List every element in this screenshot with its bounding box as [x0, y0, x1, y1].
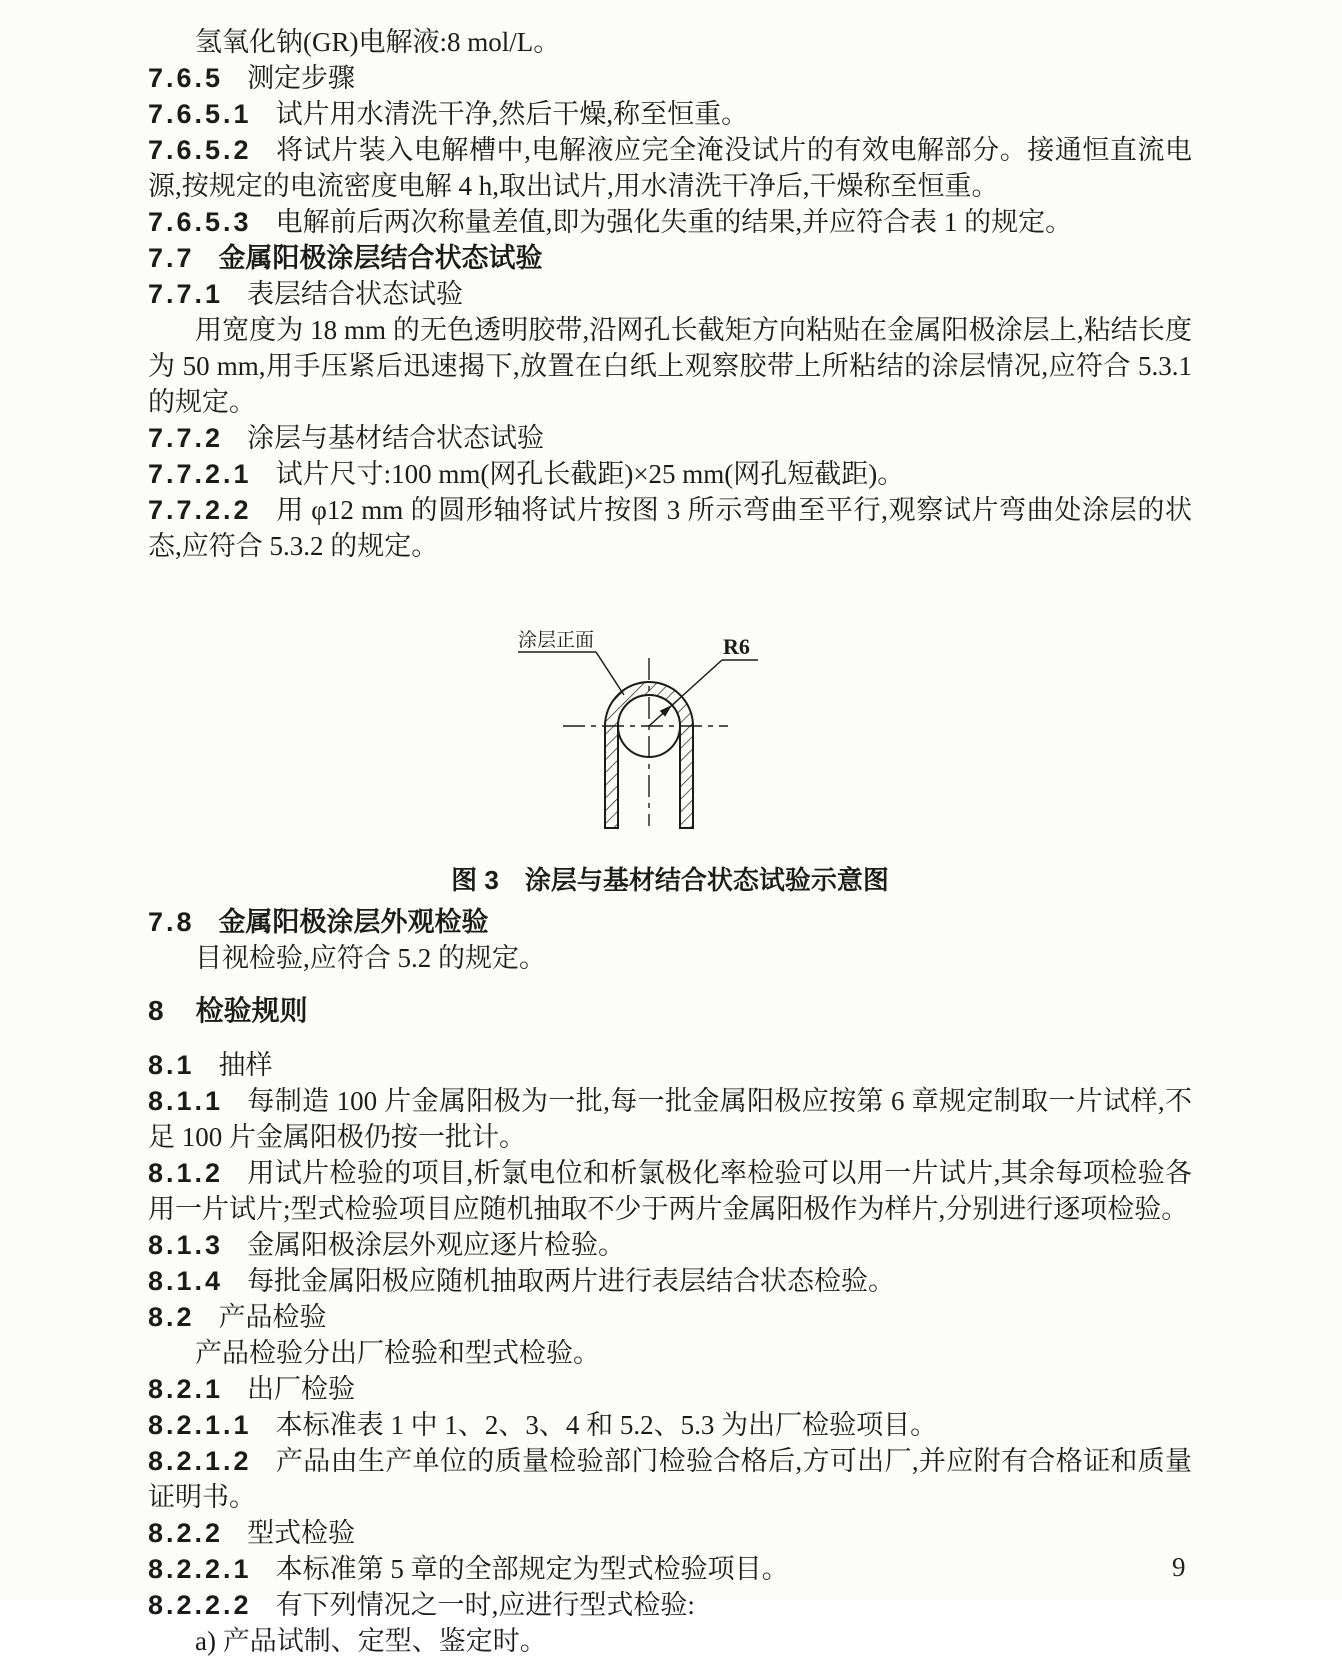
clause-number: 7.7.2.1 — [148, 459, 252, 489]
clause-number: 8.2 — [148, 1302, 195, 1332]
clause-7.7.2 — [148, 420, 1192, 456]
clause-7.7.1 — [148, 276, 1192, 312]
clause-number: 8.2.2.1 — [148, 1554, 252, 1584]
clause-number: 7.6.5.2 — [148, 135, 252, 165]
document-content — [148, 24, 1192, 1659]
clause-text: 金属阳极涂层外观应逐片检验。 — [247, 1230, 626, 1260]
bend-test-diagram — [460, 612, 900, 852]
clause-7.8 — [148, 904, 1192, 940]
clause-number: 8.1.4 — [148, 1266, 224, 1296]
clause-number: 8.2.2.2 — [148, 1590, 252, 1620]
clause-number: 8.2.1.1 — [148, 1410, 252, 1440]
clause-text: 将试片装入电解槽中,电解液应完全淹没试片的有效电解部分。接通恒直流电源,按规定的电流密度电解 4 h,取出试片,用水清洗干净后,干燥称至恒重。 — [148, 135, 1192, 201]
figure-3 — [460, 612, 1192, 852]
figure-caption: 图 3 涂层与基材结合状态试验示意图 — [451, 865, 889, 895]
clause-text: 目视检验,应符合 5.2 的规定。 — [195, 943, 546, 973]
clause-text: 本标准表 1 中 1、2、3、4 和 5.2、5.3 为出厂检验项目。 — [275, 1410, 938, 1440]
clause-text: 型式检验 — [247, 1518, 356, 1548]
clause-text: 表层结合状态试验 — [247, 279, 464, 309]
clause-8.2.1.2 — [148, 1443, 1192, 1515]
clause-8.2.2 — [148, 1515, 1192, 1551]
clause-text: 金属阳极涂层结合状态试验 — [218, 243, 543, 273]
clause-number: 7.6.5 — [148, 63, 224, 93]
clause-text: 涂层与基材结合状态试验 — [247, 423, 545, 453]
page-number: 9 — [1172, 1552, 1186, 1582]
clause-number: 8.2.2 — [148, 1518, 224, 1548]
clause-8.2.2.1 — [148, 1551, 1192, 1587]
paragraph — [148, 1623, 1192, 1659]
clause-8.2.1.1 — [148, 1407, 1192, 1443]
paragraph — [148, 312, 1192, 420]
clause-text: 金属阳极涂层外观检验 — [218, 907, 489, 937]
clause-8.1.1 — [148, 1083, 1192, 1155]
paragraph — [148, 24, 1192, 60]
clause-number: 7.7 — [148, 243, 195, 273]
clause-text: 出厂检验 — [247, 1374, 356, 1404]
clause-7.7.2.1 — [148, 456, 1192, 492]
clause-text: 每批金属阳极应随机抽取两片进行表层结合状态检验。 — [247, 1266, 896, 1296]
clause-text: 产品检验分出厂检验和型式检验。 — [195, 1338, 600, 1368]
clause-text: 用试片检验的项目,析氯电位和析氯极化率检验可以用一片试片,其余每项检验各用一片试片;型式检验项目应随机抽取不少于两片金属阳极作为样片,分别进行逐项检验。 — [148, 1158, 1192, 1224]
clause-8.2 — [148, 1299, 1192, 1335]
clause-7.6.5.1 — [148, 96, 1192, 132]
clause-number: 8.1.1 — [148, 1086, 224, 1116]
clause-number: 8.1.2 — [148, 1158, 224, 1188]
clause-text: 电解前后两次称量差值,即为强化失重的结果,并应符合表 1 的规定。 — [275, 207, 1073, 237]
clause-7.6.5.3 — [148, 204, 1192, 240]
clause-number: 8.2.1 — [148, 1374, 224, 1404]
clause-7.7 — [148, 240, 1192, 276]
clause-text: 试片用水清洗干净,然后干燥,称至恒重。 — [275, 99, 749, 129]
clause-text: a) 产品试制、定型、鉴定时。 — [195, 1626, 547, 1656]
clause-text: 有下列情况之一时,应进行型式检验: — [275, 1590, 695, 1620]
clause-8.2.1 — [148, 1371, 1192, 1407]
clause-text: 抽样 — [218, 1050, 273, 1080]
clause-number: 7.6.5.3 — [148, 207, 252, 237]
clause-number: 7.8 — [148, 907, 195, 937]
coating-leader-line — [596, 652, 624, 695]
paragraph — [148, 1335, 1192, 1371]
clause-text: 测定步骤 — [247, 63, 356, 93]
clause-number: 8.1 — [148, 1050, 195, 1080]
clause-7.7.2.2 — [148, 492, 1192, 564]
clause-8.1 — [148, 1047, 1192, 1083]
clause-number: 7.7.2.2 — [148, 495, 252, 525]
clause-number: 8.2.1.2 — [148, 1446, 252, 1476]
clause-text: 试片尺寸:100 mm(网孔长截距)×25 mm(网孔短截距)。 — [275, 459, 905, 489]
clause-text: 产品检验 — [218, 1302, 327, 1332]
clause-8.2.2.2 — [148, 1587, 1192, 1623]
coating-face-label: 涂层正面 — [518, 630, 595, 651]
paragraph — [148, 940, 1192, 976]
radius-label: R6 — [723, 634, 750, 659]
clause-text: 检验规则 — [195, 995, 308, 1026]
clause-text: 本标准第 5 章的全部规定为型式检验项目。 — [275, 1554, 789, 1584]
clause-8.1.3 — [148, 1227, 1192, 1263]
clause-7.6.5 — [148, 60, 1192, 96]
clause-text: 用 φ12 mm 的圆形轴将试片按图 3 所示弯曲至平行,观察试片弯曲处涂层的状态,应符合 5.3.2 的规定。 — [148, 495, 1192, 561]
clauses-after-figure — [148, 904, 1192, 1659]
clause-8.1.2 — [148, 1155, 1192, 1227]
clause-text: 用宽度为 18 mm 的无色透明胶带,沿网孔长截矩方向粘贴在金属阳极涂层上,粘结长度为 50 mm,用手压紧后迅速揭下,放置在白纸上观察胶带上所粘结的涂层情况,应符合 5.3.1 的规定。 — [148, 315, 1192, 417]
clause-8.1.4 — [148, 1263, 1192, 1299]
clause-number: 7.6.5.1 — [148, 99, 252, 129]
clause-7.6.5.2 — [148, 132, 1192, 204]
clause-text: 氢氧化钠(GR)电解液:8 mol/L。 — [195, 27, 561, 57]
clause-number: 8 — [148, 995, 164, 1026]
clause-number: 7.7.1 — [148, 279, 224, 309]
clause-text: 每制造 100 片金属阳极为一批,每一批金属阳极应按第 6 章规定制取一片试样,不足 100 片金属阳极仍按一批计。 — [148, 1086, 1192, 1152]
clause-number: 7.7.2 — [148, 423, 224, 453]
clauses-before-figure — [148, 24, 1192, 564]
clause-text: 产品由生产单位的质量检验部门检验合格后,方可出厂,并应附有合格证和质量证明书。 — [148, 1446, 1192, 1512]
clause-8 — [148, 993, 1192, 1030]
clause-number: 8.1.3 — [148, 1230, 224, 1260]
